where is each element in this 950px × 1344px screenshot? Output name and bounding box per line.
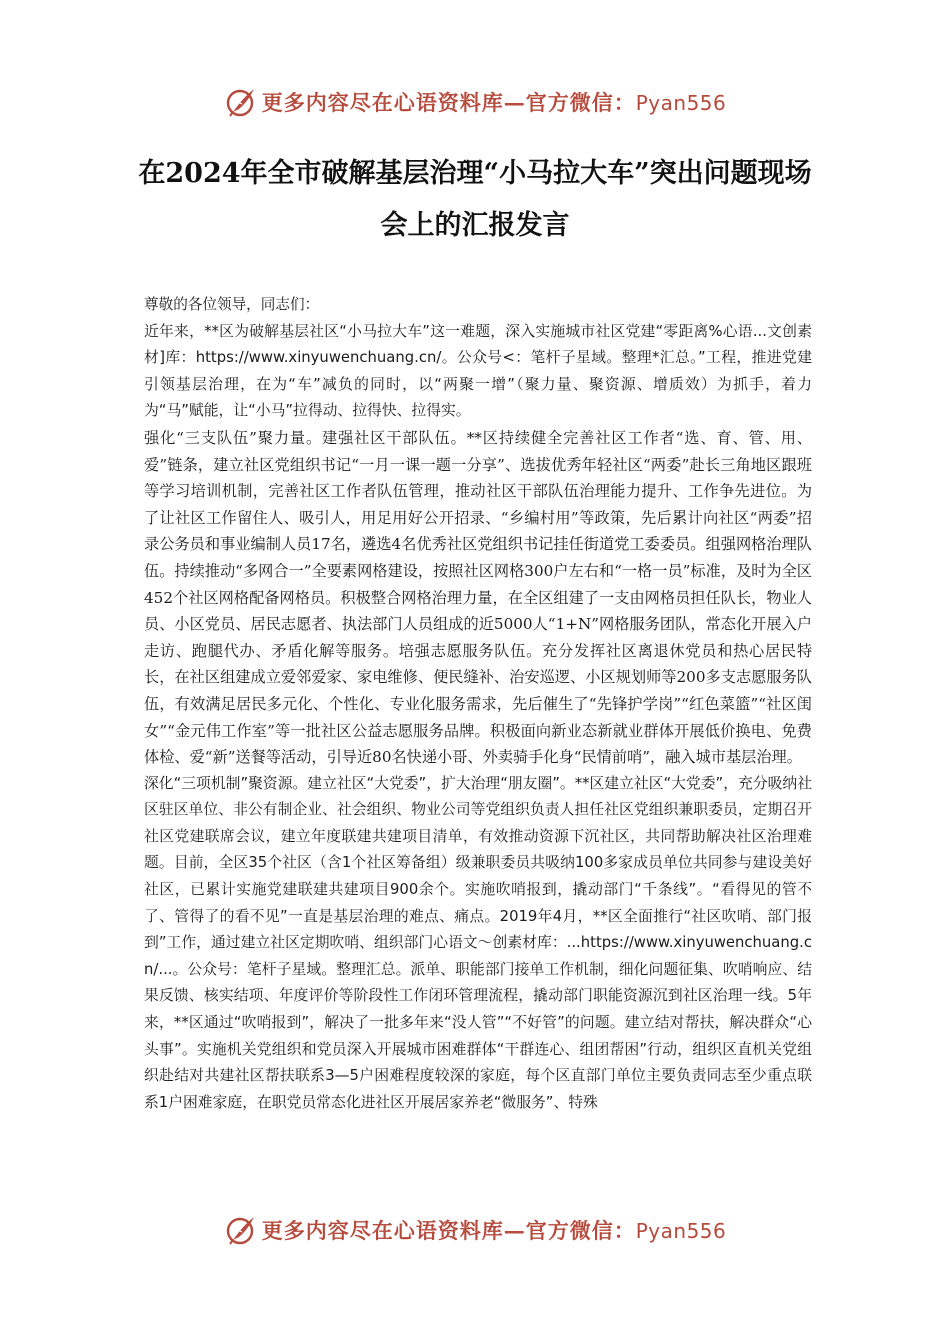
- document-title: 在2024年全市破解基层治理“小马拉大车”突出问题现场会上的汇报发言: [138, 158, 812, 241]
- paragraph-intro: 近年来，**区为破解基层社区“小马拉大车”这一难题，深入实施城市社区党建“零距离%心语...文创素材]库：https://www.xinyuwenchuang.cn/。公众号<：笔杆子星域。整理*汇总。”工程，推进党建引领基层治理，在为“车”减负的同时，以“两聚一增”（聚力量、聚资源、增质效）为抓手，着力为“马”赋能，让“小马”拉得动、拉得快、拉得实。: [144, 322, 812, 420]
- watermark-label: 更多内容尽在心语资料库—官方微信：: [261, 90, 636, 115]
- watermark-text: [262, 1215, 727, 1245]
- quill-logo-icon: [224, 85, 258, 119]
- greeting: 尊敬的各位领导，同志们：: [144, 296, 320, 313]
- wechat-id: Pyan556: [635, 1219, 727, 1243]
- document-body: [144, 292, 812, 1116]
- watermark-text: [262, 87, 727, 117]
- quill-logo-icon: [224, 1213, 258, 1247]
- paragraph-three-mechanisms: 深化“三项机制”聚资源。建立社区“大党委”，扩大治理“朋友圈”。**区建立社区“大党委”，充分吸纳社区驻区单位、非公有制企业、社会组织、物业公司等党组织负责人担任社区党组织兼职委员，定期召开社区党建联席会议，建立年度联建共建项目清单，有效推动资源下沉社区，共同帮助解决社区治理难题。目前，全区35个社区（含1个社区筹备组）级兼职委员共吸纳100多家成员单位共同参与建设美好社区，已累计实施党建联建共建项目900余个。实施吹哨报到，撬动部门“千条线”。“看得见的管不了、管得了的看不见”一直是基层治理的难点、痛点。2019年4月，**区全面推行“社区吹哨、部门报到”工作，通过建立社区定期吹哨、组织部门心语文～创素材库：...https://www.xinyuwenchuang.cn/...。公众号：笔杆子星域。整理汇总。派单、职能部门接单工作机制，细化问题征集、吹哨响应、结果反馈、核实结项、年度评价等阶段性工作闭环管理流程，撬动部门职能资源沉到社区治理一线。5年来，**区通过“吹哨报到”，解决了一批多年来“没人管”“不好管”的问题。建立结对帮扶，解决群众“心头事”。实施机关党组织和党员深入开展城市困难群体“干群连心、组团帮困”行动，组织区直机关党组织赴结对共建社区帮扶联系3—5户困难程度较深的家庭，每个区直部门单位主要负责同志至少重点联系1户困难家庭，在职党员常态化进社区开展居家养老“微服务”、特殊: [144, 774, 813, 1111]
- watermark-label: 更多内容尽在心语资料库—官方微信：: [261, 1218, 636, 1243]
- paragraph-three-teams: 强化“三支队伍”聚力量。建强社区干部队伍。**区持续健全完善社区工作者“选、育、管、用、爱”链条，建立社区党组织书记“一月一课一题一分享”、选拔优秀年轻社区“两委”赴长三角地区跟班等学习培训机制，完善社区工作者队伍管理，推动社区干部队伍治理能力提升、工作争先进位。为了让社区工作留住人、吸引人，用足用好公开招录、“乡编村用”等政策，先后累计向社区“两委”招录公务员和事业编制人员17名，遴选4名优秀社区党组织书记挂任街道党工委委员。组强网格治理队伍。持续推动“多网合一”全要素网格建设，按照社区网格300户左右和“一格一员”标准，及时为全区452个社区网格配备网格员。积极整合网格治理力量，在全区组建了一支由网格员担任队长，物业人员、小区党员、居民志愿者、执法部门人员组成的近5000人“1+N”网格服务团队，常态化开展入户走访、跑腿代办、矛盾化解等服务。培强志愿服务队伍。充分发挥社区离退休党员和热心居民特长，在社区组建成立爱邻爱家、家电维修、便民缝补、治安巡逻、小区规划师等200多支志愿服务队伍，有效满足居民多元化、个性化、专业化服务需求，先后催生了“先锋护学岗”“红色菜篮”“社区闺女”“金元伟工作室”等一批社区公益志愿服务品牌。积极面向新业态新就业群体开展低价换电、免费体检、爱“新”送餐等活动，引导近80名快递小哥、外卖骑手化身“民情前哨”，融入城市基层治理。: [144, 428, 812, 767]
- wechat-id: Pyan556: [635, 91, 727, 115]
- header-watermark: [0, 82, 950, 122]
- footer-watermark: [0, 1210, 950, 1250]
